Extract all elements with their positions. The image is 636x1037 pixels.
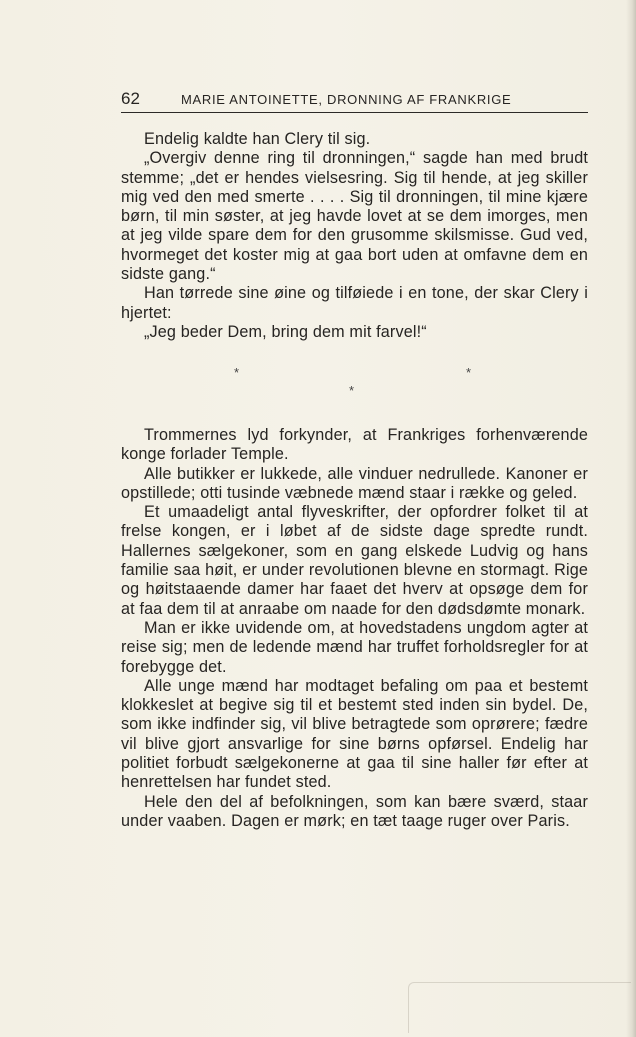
page-header [121,88,588,113]
paragraph: Hele den del af befolkningen, som kan bære sværd, staar under vaaben. Dagen er mørk; en tæt taage ruger over Paris. [121,792,588,830]
page-edge-shadow [626,0,636,1037]
separator-star-icon: * [349,383,355,398]
paragraph: „Jeg beder Dem, bring dem mit farvel!“ [144,322,427,341]
paragraph: „Overgiv denne ring til dronningen,“ sagde han med brudt stemme; „det er hendes vielsesring. Sig til hende, at jeg skiller mig ved den med smerte . . . . Sig til dronningen, til mine kjære børn, til min søster, at jeg havde lovet at se dem imorges, men at jeg vilde spare dem for den grusomme skilsmisse. Gud ved, hvormeget det koster mig at gaa bort uden at omfavne dem en sidste gang.“ [121,149,588,284]
paragraph: Alle butikker er lukkede, alle vinduer nedrullede. Kanoner er opstillede; otti tusinde væbnede mænd staar i række og geled. [121,464,588,502]
paragraph: Alle unge mænd har modtaget befaling om paa et bestemt klokkeslet at begive sig til et bestemt sted inden sin bydel. De, som ikke indfinder sig, vil blive betragtede som oprørere; fædre vil blive gjort ansvarlige for sine børns opførsel. Endelig har politiet forbudt sælgekonerne at gaa til sine haller før efter at henrettelsen har fundet sted. [121,676,588,792]
page-number: 62 [121,89,140,108]
page-corner-mark [408,982,631,1033]
paragraph: Trommernes lyd forkynder, at Frankriges forhenværende konge forlader Temple. [121,426,588,464]
paragraph: Han tørrede sine øine og tilføiede i en tone, der skar Clery i hjertet: [121,284,588,322]
paragraph: Endelig kaldte han Clery til sig. [144,130,371,148]
running-title: MARIE ANTOINETTE, DRONNING AF FRANKRIGE [181,92,512,107]
paragraph: Et umaadeligt antal flyveskrifter, der opfordrer folket til at frelse kongen, er i løbet af de sidste dage spredte rundt. Hallernes sælgekoner, som en gang elskede Ludvig og hans familie saa høit, er under revolutionen blevne en stormagt. Rige og høitstaaende damer har faaet det hverv at opsøge dem for at faa dem til at anraabe om naade for den dødsdømte monark. [121,503,588,618]
separator-star-icon: * [466,365,472,380]
text-section-2 [121,426,588,831]
separator-star-icon: * [234,365,240,380]
text-section-1 [121,130,588,342]
paragraph: Man er ikke uvidende om, at hovedstadens ungdom agter at reise sig; men de ledende mænd har truffet forholdsregler for at forebygge det. [121,618,588,676]
